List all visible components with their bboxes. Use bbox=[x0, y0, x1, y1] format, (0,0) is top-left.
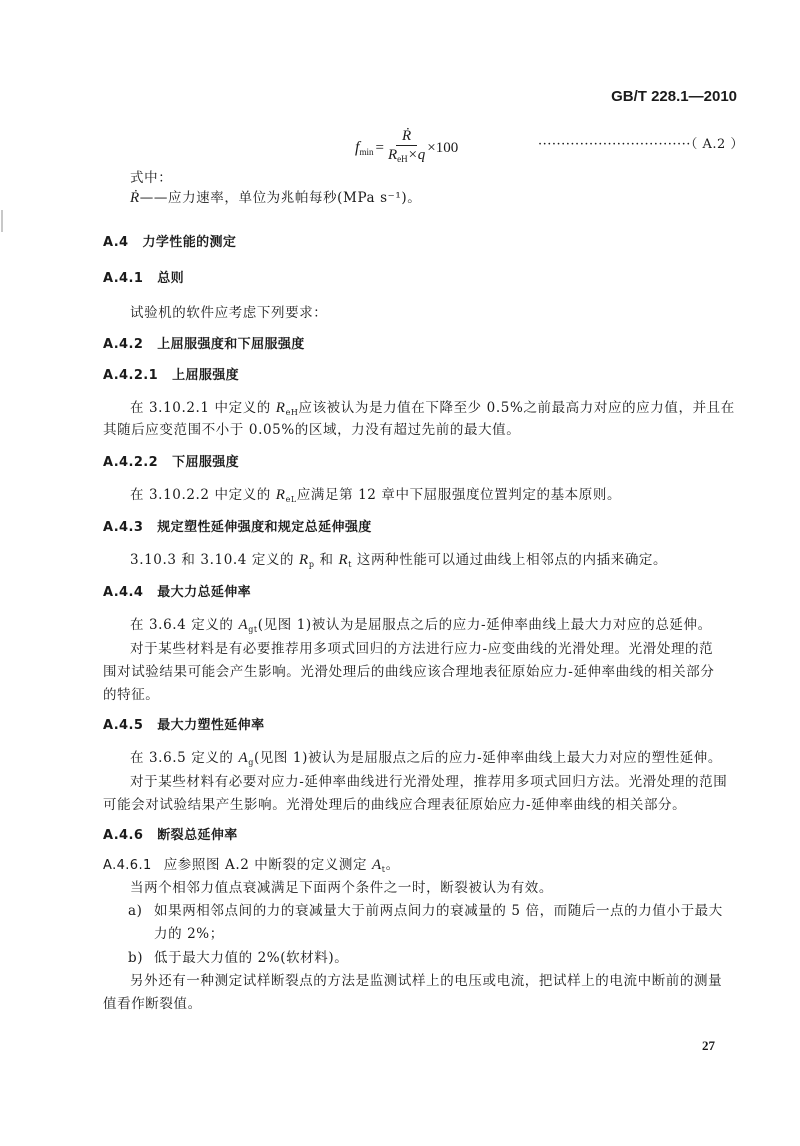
formula-numerator: Ṙ bbox=[396, 128, 417, 146]
section-heading-a42: A.4.2 上屈服强度和下屈服强度 bbox=[103, 337, 305, 352]
paragraph-a44-line3: 围对试验结果可能会产生影响。光滑处理后的曲线应该合理地表征原始应力-延伸率曲线的相关部分 bbox=[103, 664, 715, 680]
section-heading-a4: A.4 力学性能的测定 bbox=[103, 235, 237, 250]
formula-multiplier: ×100 bbox=[427, 139, 459, 156]
standard-code-header: GB/T 228.1—2010 bbox=[611, 88, 737, 105]
section-heading-a44: A.4.4 最大力总延伸率 bbox=[103, 585, 252, 600]
paragraph-a44-line1: 在 3.6.4 定义的 $A_{gt}$(见图 1)被认为是屈服点之后的应力-延伸率曲线上最大力对应的总延伸。 bbox=[130, 617, 712, 634]
page-number: 27 bbox=[702, 1038, 715, 1053]
paragraph-a421-line2: 其随后应变范围不小于 0.05%的区域，力没有超过先前的最大值。 bbox=[103, 422, 521, 438]
list-item-a: a) 如果两相邻点间的力的衰减量大于前两点间力的衰减量的 5 倍，而随后一点的力值小于最大 bbox=[128, 903, 723, 919]
paragraph-a41: 试验机的软件应考虑下列要求： bbox=[130, 305, 328, 321]
section-heading-a422: A.4.2.2 下屈服强度 bbox=[103, 455, 240, 470]
paragraph-a461-heading: A.4.6.1 应参照图 A.2 中断裂的定义测定 $A_t$。 bbox=[103, 857, 400, 874]
section-heading-a46: A.4.6 断裂总延伸率 bbox=[103, 828, 238, 843]
equation-number: ·································（ A.2 ） bbox=[538, 137, 744, 152]
formula-equals: = bbox=[375, 139, 384, 156]
paragraph-a461-final-line2: 值看作断裂值。 bbox=[103, 996, 202, 1012]
paragraph-a45-line2: 对于某些材料有必要对应力-延伸率曲线进行光滑处理，推荐用多项式回归方法。光滑处理的范围 bbox=[130, 774, 728, 790]
paragraph-a43: 3.10.3 和 3.10.4 定义的 $R_p$ 和 $R_t$ 这两种性能可以通过曲线上相邻点的内插来确定。 bbox=[130, 552, 668, 569]
list-item-a-cont: 力的 2%； bbox=[154, 926, 224, 942]
paragraph-a45-line3: 可能会对试验结果产生影响。光滑处理后的曲线应合理表征原始应力-延伸率曲线的相关部分。 bbox=[103, 797, 687, 813]
section-heading-a41: A.4.1 总则 bbox=[103, 271, 185, 286]
paragraph-a421-line1: 在 3.10.2.1 中定义的 $R_{eH}$应该被认为是力值在下降至少 0.5%之前最高力对应的应力值，并且在 bbox=[130, 400, 735, 417]
section-heading-a45: A.4.5 最大力塑性延伸率 bbox=[103, 718, 265, 733]
section-heading-a421: A.4.2.1 上屈服强度 bbox=[103, 368, 240, 383]
formula-fraction bbox=[388, 128, 425, 168]
paragraph-a461-condition-intro: 当两个相邻力值点衰减满足下面两个条件之一时，断裂被认为有效。 bbox=[130, 880, 553, 896]
paragraph-a44-line4: 的特征。 bbox=[103, 687, 160, 703]
where-label: 式中： bbox=[130, 170, 173, 186]
formula-lhs: $f_{min}$ bbox=[355, 139, 374, 157]
where-definition: Ṙ——应力速率，单位为兆帕每秒(MPa s⁻¹)。 bbox=[130, 190, 422, 206]
paragraph-a44-line2: 对于某些材料是有必要推荐用多项式回归的方法进行应力-应变曲线的光滑处理。光滑处理的范 bbox=[130, 641, 714, 657]
paragraph-a422: 在 3.10.2.2 中定义的 $R_{eL}$应满足第 12 章中下屈服强度位置判定的基本原则。 bbox=[130, 487, 622, 504]
formula-a2 bbox=[355, 128, 458, 168]
paragraph-a45-line1: 在 3.6.5 定义的 $A_g$(见图 1)被认为是屈服点之后的应力-延伸率曲线上最大力对应的塑性延伸。 bbox=[130, 750, 723, 767]
list-item-b: b) 低于最大力值的 2%(软材料)。 bbox=[128, 950, 349, 966]
formula-denominator: $R_{eH}\times q$ bbox=[387, 147, 426, 164]
scan-artifact bbox=[1, 210, 3, 232]
paragraph-a461-final-line1: 另外还有一种测定试样断裂点的方法是监测试样上的电压或电流，把试样上的电流中断前的测量 bbox=[130, 973, 723, 989]
section-heading-a43: A.4.3 规定塑性延伸强度和规定总延伸强度 bbox=[103, 520, 372, 535]
